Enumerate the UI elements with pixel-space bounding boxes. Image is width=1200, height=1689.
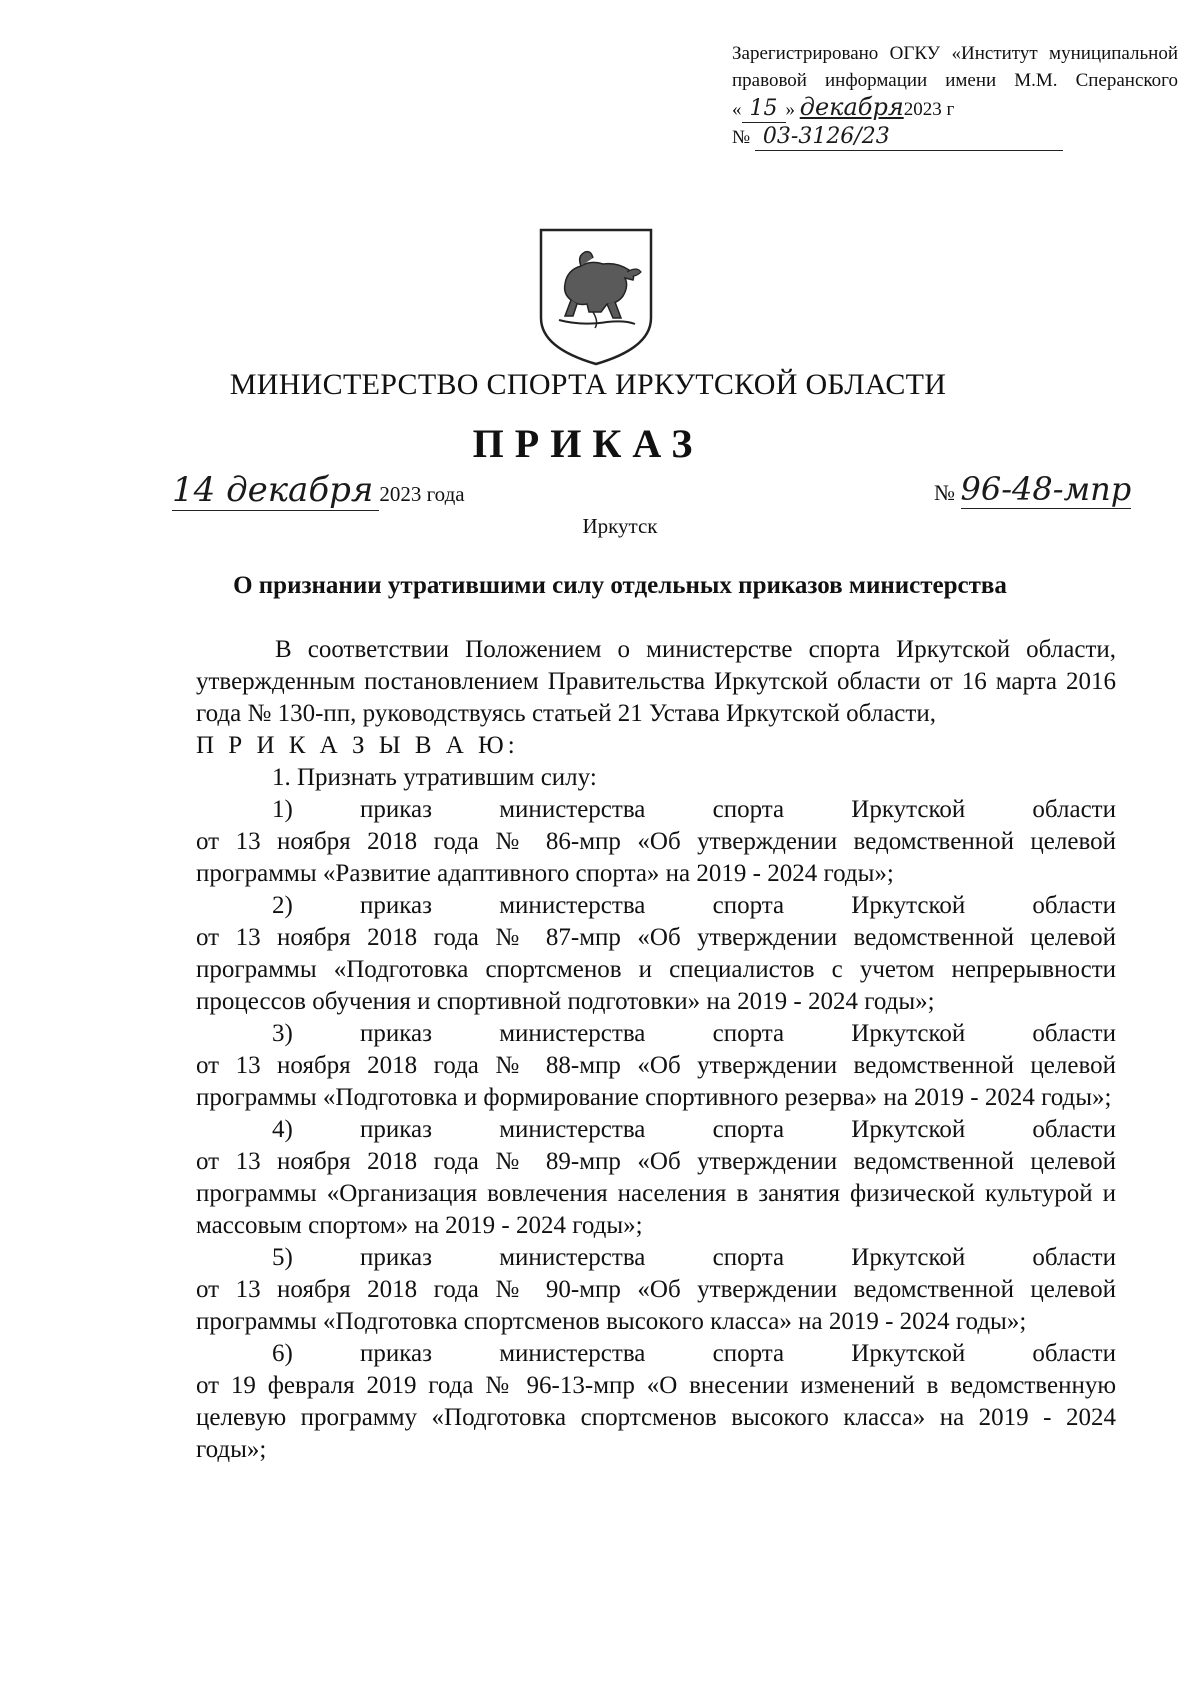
registration-close-quote: » — [785, 99, 795, 120]
order-date-handwritten: 14 декабря — [172, 470, 379, 511]
order-number-handwritten: 96-48-мпр — [960, 470, 1132, 508]
point-1: 1. Признать утратившим силу: — [272, 764, 597, 791]
registration-line-2: правовой информации имени М.М. Сперанского — [732, 70, 1178, 91]
registration-date-line — [732, 94, 1178, 123]
list-item — [196, 794, 1116, 890]
babr-icon — [559, 252, 641, 328]
list-item-text: от 13 ноября 2018 года № 90-мпр «Об утверждении ведомственной целевой программы «Подготовка спортсменов высокого класса» на 2019 - 2024 годы»; — [196, 1276, 1116, 1335]
document-subject: О признании утратившими силу отдельных приказов министерства — [233, 572, 1007, 599]
list-item-lead: 1) приказ министерства спорта Иркутской области — [272, 796, 1116, 823]
list-item — [196, 1018, 1116, 1114]
ministry-name: МИНИСТЕРСТВО СПОРТА ИРКУТСКОЙ ОБЛАСТИ — [229, 368, 947, 401]
registration-year: 2023 г — [903, 99, 955, 120]
list-item-text: от 19 февраля 2019 года № 96-13-мпр «О внесении изменений в ведомственную целевую программу «Подготовка спортсменов высокого класса» на 2019 - 2024 годы»; — [196, 1372, 1116, 1463]
city-name: Иркутск — [582, 514, 658, 538]
registration-line-1: Зарегистрировано ОГКУ «Институт муниципальной — [732, 43, 1178, 64]
list-item-text: от 13 ноября 2018 года № 86-мпр «Об утверждении ведомственной целевой программы «Развитие адаптивного спорта» на 2019 - 2024 годы»; — [196, 828, 1116, 887]
registration-number-line — [732, 123, 1178, 151]
list-item-lead: 2) приказ министерства спорта Иркутской области — [272, 892, 1116, 919]
decree-word: П Р И К А З Ы В А Ю: — [196, 732, 519, 759]
document-type-heading: ПРИКАЗ — [472, 421, 704, 466]
list-item — [196, 1242, 1116, 1338]
list-item-text: от 13 ноября 2018 года № 89-мпр «Об утверждении ведомственной целевой программы «Организация вовлечения населения в занятия физической культурой и массовым спортом» на 2019 - 2024 годы»; — [196, 1148, 1116, 1239]
order-date — [172, 470, 465, 511]
document-body — [196, 634, 1116, 1466]
order-number — [934, 470, 1131, 509]
registration-number-label: № — [732, 127, 751, 148]
order-date-year: 2023 года — [379, 482, 465, 506]
order-number-label: № — [934, 480, 955, 505]
list-item-text: от 13 ноября 2018 года № 87-мпр «Об утверждении ведомственной целевой программы «Подготовка спортсменов и специалистов с учетом непрерывности процессов обучения и спортивной подготовки» на 2019 - 2024 годы»; — [196, 924, 1116, 1015]
list-item — [196, 1338, 1116, 1466]
irkutsk-coat-of-arms-icon — [537, 226, 655, 368]
list-item — [196, 890, 1116, 1018]
registration-month-handwritten: декабря — [799, 93, 904, 121]
registration-day-handwritten: 15 — [742, 95, 786, 123]
list-item-text: от 13 ноября 2018 года № 88-мпр «Об утверждении ведомственной целевой программы «Подготовка и формирование спортивного резерва» на 2019 - 2024 годы»; — [196, 1052, 1116, 1111]
intro-paragraph: В соответствии Положением о министерстве спорта Иркутской области, утвержденным постановлением Правительства Иркутской области от 16 марта 2016 года № 130-пп, руководствуясь статьей 21 Устава Иркутской области, — [196, 636, 1116, 727]
list-item-lead: 3) приказ министерства спорта Иркутской области — [272, 1020, 1116, 1047]
list-item — [196, 1114, 1116, 1242]
list-item-lead: 5) приказ министерства спорта Иркутской области — [272, 1244, 1116, 1271]
registration-stamp — [732, 40, 1178, 151]
list-item-lead: 4) приказ министерства спорта Иркутской области — [272, 1116, 1116, 1143]
list-item-lead: 6) приказ министерства спорта Иркутской области — [272, 1340, 1116, 1367]
registration-open-quote: « — [732, 99, 742, 120]
registration-number-handwritten: 03-3126/23 — [755, 123, 1063, 151]
